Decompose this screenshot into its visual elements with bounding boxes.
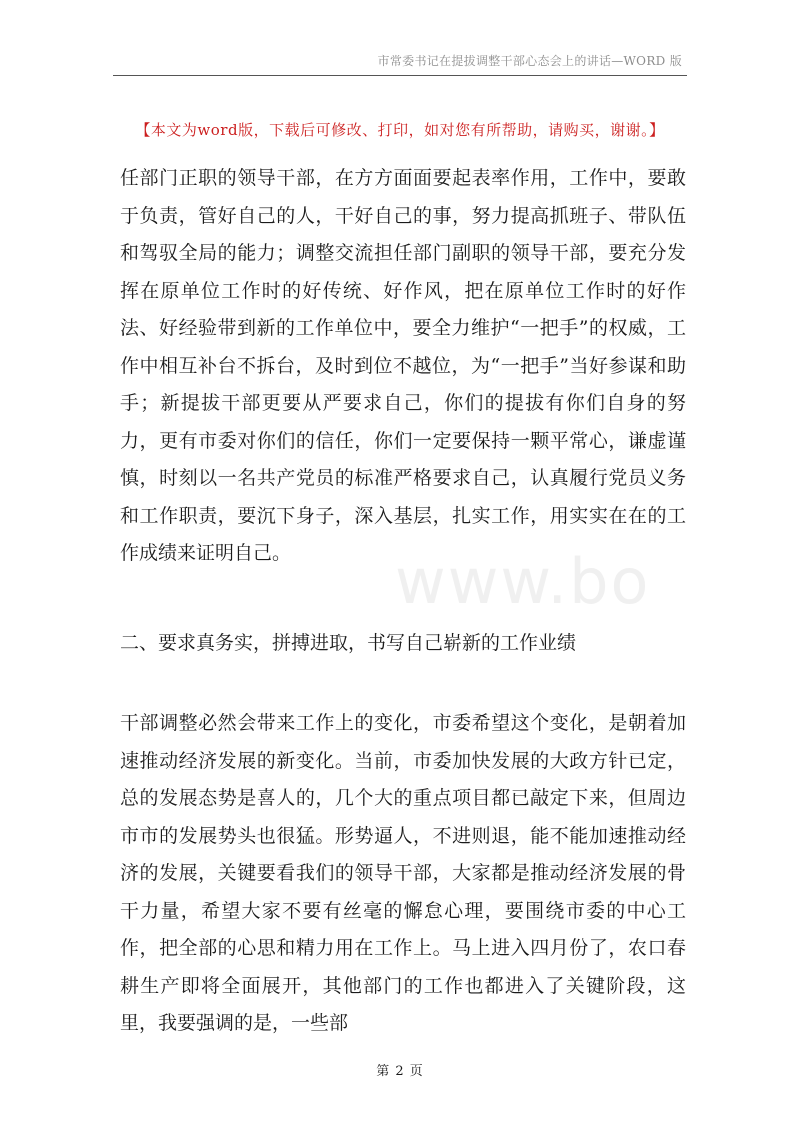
section-heading-2: 二、要求真务实，拼搏进取，书写自己崭新的工作业绩	[120, 632, 577, 654]
header-divider	[113, 75, 687, 76]
body-paragraph-1: 任部门正职的领导干部，在方方面面要起表率作用，工作中，要敢于负责，管好自己的人，干好自己的事，努力提高抓班子、带队伍和驾驭全局的能力；调整交流担任部门副职的领导干部，要充分发挥在原单位工作时的好传统、好作风，把在原单位工作时的好作法、好经验带到新的工作单位中，要全力维护“一把手”的权威，工作中相互补台不拆台，及时到位不越位，为“一把手”当好参谋和助手；新提拔干部更要从严要求自己，你们的提拔有你们自身的努力，更有市委对你们的信任，你们一定要保持一颗平常心，谦虚谨慎，时刻以一名共产党员的标准严格要求自己，认真履行党员义务和工作职责，要沉下身子，深入基层，扎实工作，用实实在在的工作成绩来证明自己。	[120, 167, 686, 564]
page-number: 第 2 页	[376, 1064, 424, 1079]
running-header: 市常委书记在提拔调整干部心态会上的讲话—WORD 版	[377, 54, 682, 68]
watermark: www.bo	[395, 545, 651, 618]
body-paragraph-2: 干部调整必然会带来工作上的变化，市委希望这个变化，是朝着加速推动经济发展的新变化。当前，市委加快发展的大政方针已定，总的发展态势是喜人的，几个大的重点项目都已敲定下来，但周边市市的发展势头也很猛。形势逼人，不进则退，能不能加速推动经济的发展，关键要看我们的领导干部，大家都是推动经济发展的骨干力量，希望大家不要有丝毫的懈怠心理，要围绕市委的中心工作，把全部的心思和精力用在工作上。马上进入四月份了，农口春耕生产即将全面展开，其他部门的工作也都进入了关键阶段，这里，我要强调的是，一些部	[120, 712, 686, 1034]
download-notice: 【本文为word版，下载后可修改、打印，如对您有所帮助，请购买，谢谢。】	[135, 121, 665, 139]
